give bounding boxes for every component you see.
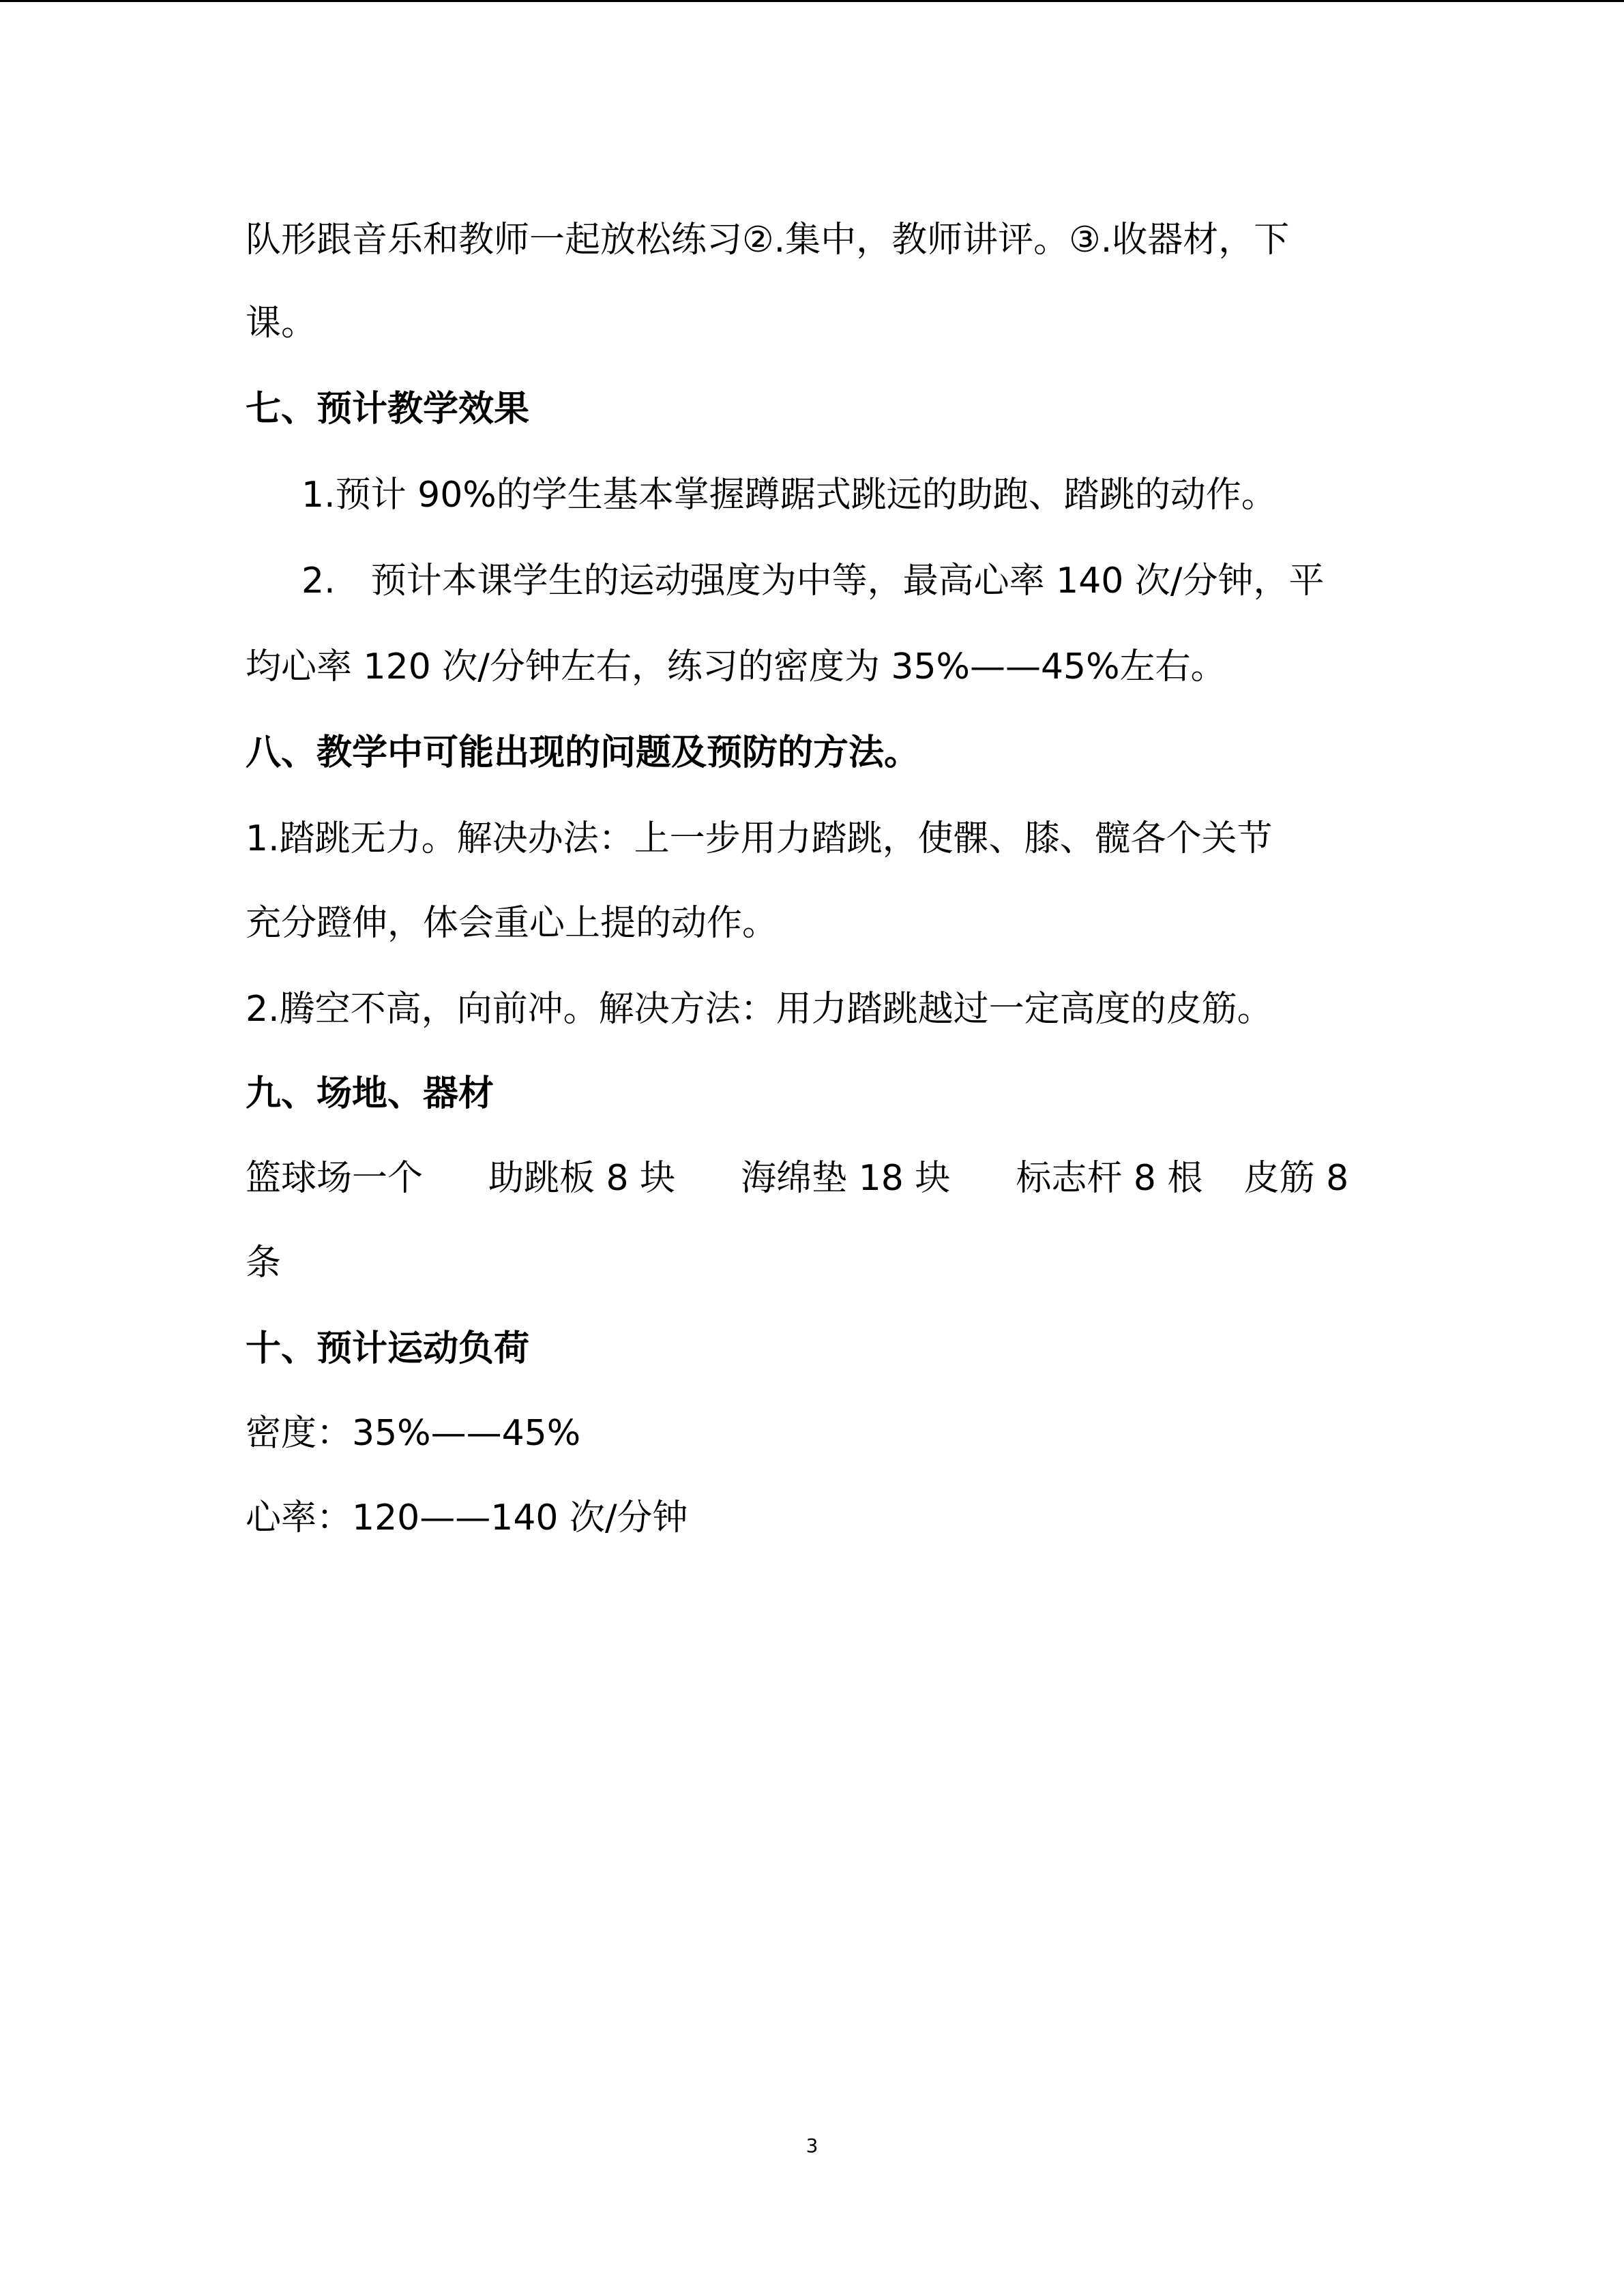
section9-equipment-line2: 条 [246,1242,282,1283]
equipment-marker-pole: 标志杆 8 根 [1016,1158,1203,1199]
page-number: 3 [806,2134,818,2157]
equipment-sponge-mat: 海绵垫 18 块 [741,1158,951,1199]
section9-equipment-line1 [246,1157,1348,1200]
section9-heading: 九、场地、器材 [246,1073,494,1114]
section10-heart-rate: 心率：120——140 次/分钟 [246,1497,688,1538]
equipment-basketball-court: 篮球场一个 [246,1158,424,1199]
section8-item1-line1: 1.踏跳无力。解决办法：上一步用力踏跳，使髁、膝、髋各个关节 [246,818,1273,859]
section8-item1-line2: 充分蹬伸，体会重心上提的动作。 [246,903,778,944]
section8-item2: 2.腾空不高，向前冲。解决方法：用力踏跳越过一定高度的皮筋。 [246,989,1273,1030]
section6-tail-line1: 队形跟音乐和教师一起放松练习②.集中，教师讲评。③.收器材，下 [246,220,1290,260]
section8-heading: 八、教学中可能出现的问题及预防的方法。 [246,732,920,773]
equipment-springboard: 助跳板 8 块 [488,1158,676,1199]
section7-item2-line1: 2. 预计本课学生的运动强度为中等，最高心率 140 次/分钟，平 [301,561,1325,601]
section6-tail-line2: 课。 [246,303,317,344]
section7-item1: 1.预计 90%的学生基本掌握蹲踞式跳远的助跑、踏跳的动作。 [301,475,1277,516]
section7-item2-line2: 均心率 120 次/分钟左右，练习的密度为 35%——45%左右。 [246,646,1226,687]
section10-density: 密度：35%——45% [246,1413,581,1454]
top-border-rule [0,0,1624,2]
section7-heading: 七、预计教学效果 [246,389,530,430]
equipment-rubber-band: 皮筋 8 [1243,1158,1349,1199]
section10-heading: 十、预计运动负荷 [246,1328,530,1369]
